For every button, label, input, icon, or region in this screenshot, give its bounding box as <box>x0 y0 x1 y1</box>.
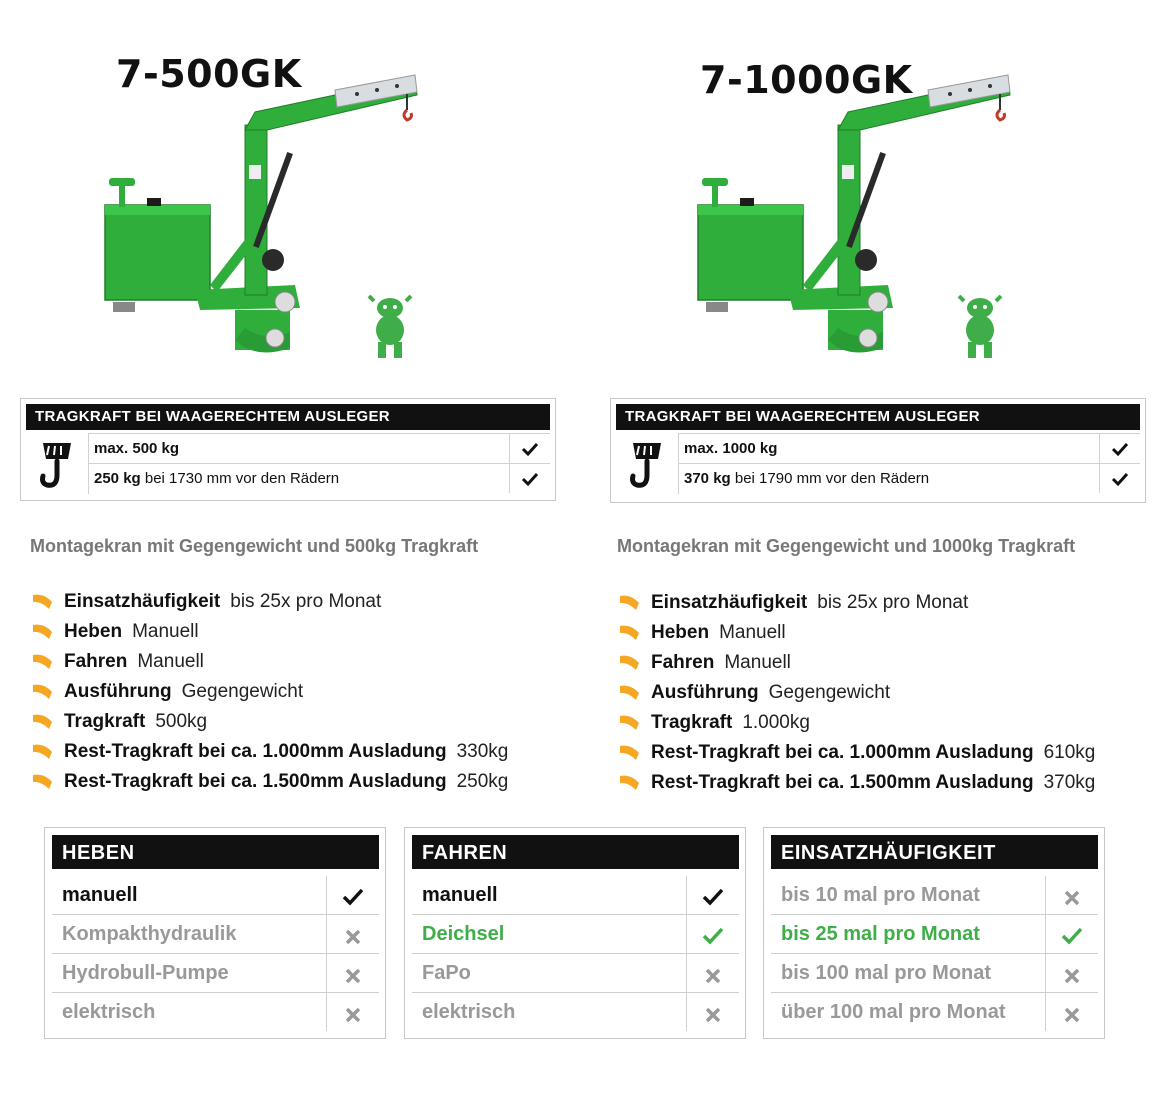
green-check-icon <box>1045 915 1098 953</box>
cross-icon <box>686 993 739 1031</box>
capacity-detail: bei 1730 mm vor den Rädern <box>140 470 340 487</box>
option-label: Hydrobull-Pumpe <box>62 962 229 984</box>
feature-key: Fahren <box>651 652 715 673</box>
feature-value: Manuell <box>724 652 791 673</box>
green-check-icon <box>686 915 739 953</box>
check-icon <box>686 876 739 914</box>
feature-value: Manuell <box>719 622 786 643</box>
capacity-header: TRAGKRAFT BEI WAAGERECHTEM AUSLEGER <box>26 404 550 430</box>
crane-hook-icon <box>619 435 673 497</box>
cross-icon <box>1045 876 1098 914</box>
bullet-icon <box>619 713 641 731</box>
option-label: bis 100 mal pro Monat <box>781 962 992 984</box>
option-row <box>412 953 739 992</box>
feature-value: bis 25x pro Monat <box>817 592 969 613</box>
bullet-icon <box>619 683 641 701</box>
option-label: bis 25 mal pro Monat <box>781 923 980 945</box>
option-row <box>412 992 739 1031</box>
feature-value: 500kg <box>155 711 208 732</box>
feature-list <box>619 589 1095 799</box>
model-title: 7-500GK <box>116 52 302 96</box>
model-column-7-500gk <box>0 0 575 810</box>
cross-icon <box>326 915 379 953</box>
bullet-icon <box>619 593 641 611</box>
bullet-icon <box>619 653 641 671</box>
cross-icon <box>326 993 379 1031</box>
feature-key: Tragkraft <box>64 711 146 732</box>
cow-mascot-logo <box>360 292 420 362</box>
feature-item <box>619 709 1095 739</box>
feature-item <box>32 618 508 648</box>
capacity-row <box>678 433 1140 464</box>
feature-item <box>32 708 508 738</box>
product-subtitle: Montagekran mit Gegengewicht und 500kg Tragkraft <box>30 536 479 556</box>
bullet-icon <box>32 742 54 760</box>
option-label: elektrisch <box>62 1001 156 1023</box>
option-table-fahren <box>404 827 746 1039</box>
option-table-header: FAHREN <box>412 835 739 869</box>
feature-value: Gegengewicht <box>768 682 891 703</box>
feature-item <box>619 679 1095 709</box>
feature-key: Fahren <box>64 651 128 672</box>
option-row <box>412 876 739 914</box>
bullet-icon <box>32 622 54 640</box>
feature-item <box>619 589 1095 619</box>
feature-item <box>32 678 508 708</box>
feature-item <box>32 588 508 618</box>
bullet-icon <box>32 712 54 730</box>
option-row <box>771 992 1098 1031</box>
option-row <box>771 953 1098 992</box>
feature-list <box>32 588 508 798</box>
check-icon <box>509 464 550 493</box>
capacity-value: 370 kg <box>684 470 731 487</box>
capacity-value: 250 kg <box>94 470 141 487</box>
option-table-einsatzhaeufigkeit <box>763 827 1105 1039</box>
feature-item <box>619 619 1095 649</box>
bullet-icon <box>619 743 641 761</box>
check-icon <box>1099 434 1140 463</box>
option-label: bis 10 mal pro Monat <box>781 884 980 906</box>
capacity-box <box>20 398 556 501</box>
cross-icon <box>686 954 739 992</box>
feature-value: 370kg <box>1043 772 1096 793</box>
feature-key: Rest-Tragkraft bei ca. 1.500mm Ausladung <box>651 772 1034 793</box>
capacity-header: TRAGKRAFT BEI WAAGERECHTEM AUSLEGER <box>616 404 1140 430</box>
feature-value: 610kg <box>1043 742 1096 763</box>
option-label: Deichsel <box>422 923 505 945</box>
feature-value: Manuell <box>137 651 204 672</box>
option-row <box>52 876 379 914</box>
feature-value: 330kg <box>456 741 509 762</box>
cow-mascot-logo <box>950 292 1010 362</box>
model-title: 7-1000GK <box>700 58 913 102</box>
feature-value: Gegengewicht <box>181 681 304 702</box>
bullet-icon <box>32 772 54 790</box>
option-row <box>52 953 379 992</box>
bullet-icon <box>32 652 54 670</box>
option-row <box>771 876 1098 914</box>
feature-key: Tragkraft <box>651 712 733 733</box>
option-row <box>52 992 379 1031</box>
feature-value: 1.000kg <box>742 712 810 733</box>
feature-key: Heben <box>64 621 123 642</box>
option-label: über 100 mal pro Monat <box>781 1001 1006 1023</box>
product-subtitle: Montagekran mit Gegengewicht und 1000kg Tragkraft <box>617 536 1076 556</box>
cross-icon <box>1045 993 1098 1031</box>
feature-item <box>32 738 508 768</box>
option-table-header: EINSATZHÄUFIGKEIT <box>771 835 1098 869</box>
feature-value: 250kg <box>456 771 509 792</box>
option-row <box>412 914 739 953</box>
feature-item <box>619 769 1095 799</box>
crane-hook-icon <box>29 435 83 497</box>
feature-item <box>32 648 508 678</box>
capacity-detail: bei 1790 mm vor den Rädern <box>730 470 930 487</box>
feature-key: Ausführung <box>64 681 172 702</box>
cross-icon <box>326 954 379 992</box>
capacity-row <box>88 433 550 464</box>
check-icon <box>1099 464 1140 493</box>
capacity-value: max. 1000 kg <box>684 440 778 457</box>
capacity-box <box>610 398 1146 503</box>
feature-value: bis 25x pro Monat <box>230 591 382 612</box>
bullet-icon <box>32 592 54 610</box>
capacity-row <box>678 463 1140 494</box>
option-label: manuell <box>62 884 138 906</box>
bullet-icon <box>32 682 54 700</box>
option-label: Kompakthydraulik <box>62 923 237 945</box>
feature-value: Manuell <box>132 621 199 642</box>
option-label: manuell <box>422 884 498 906</box>
feature-item <box>619 739 1095 769</box>
feature-item <box>32 768 508 798</box>
capacity-value: max. 500 kg <box>94 440 180 457</box>
option-row <box>52 914 379 953</box>
bullet-icon <box>619 623 641 641</box>
feature-key: Ausführung <box>651 682 759 703</box>
bullet-icon <box>619 773 641 791</box>
feature-item <box>619 649 1095 679</box>
option-label: elektrisch <box>422 1001 516 1023</box>
option-table-heben <box>44 827 386 1039</box>
check-icon <box>509 434 550 463</box>
capacity-row <box>88 463 550 494</box>
feature-key: Rest-Tragkraft bei ca. 1.000mm Ausladung <box>651 742 1034 763</box>
option-row <box>771 914 1098 953</box>
feature-key: Rest-Tragkraft bei ca. 1.500mm Ausladung <box>64 771 447 792</box>
option-table-header: HEBEN <box>52 835 379 869</box>
feature-key: Einsatzhäufigkeit <box>651 592 808 613</box>
feature-key: Heben <box>651 622 710 643</box>
cross-icon <box>1045 954 1098 992</box>
feature-key: Einsatzhäufigkeit <box>64 591 221 612</box>
model-column-7-1000gk <box>588 0 1163 810</box>
check-icon <box>326 876 379 914</box>
feature-key: Rest-Tragkraft bei ca. 1.000mm Ausladung <box>64 741 447 762</box>
option-label: FaPo <box>422 962 471 984</box>
